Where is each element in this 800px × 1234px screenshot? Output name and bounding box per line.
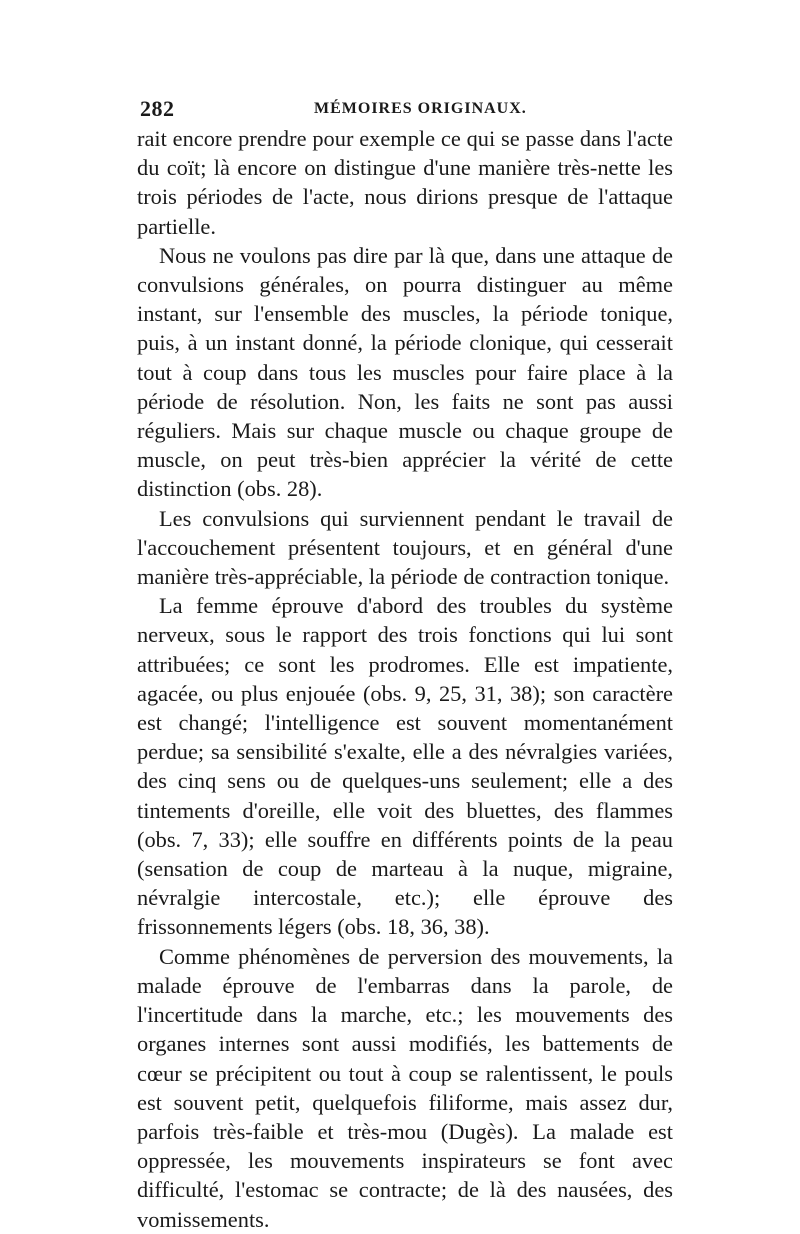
paragraph-accouchement: Les convulsions qui surviennent pendant le travail de l'accouchement présentent toujours, et en général d'une manière très-appréciable, la période de contraction tonique.	[137, 505, 673, 590]
body-text	[137, 124, 673, 1234]
paragraph-prodromes: La femme éprouve d'abord des troubles du système nerveux, sous le rapport des trois fonctions qui lui sont attribuées; ce sont les prodromes. Elle est impatiente, agacée, ou plus enjouée (obs. 9, 25, 31, 38); son caractère est changé; l'intelligence est souvent momentanément perdue; sa sensibilité s'exalte, elle a des névralgies variées, des cinq sens ou de quelques-uns seulement; elle a des tintements d'oreille, elle voit des bluettes, des flammes (obs. 7, 33); elle souffre en différents points de la peau (sensation de coup de marteau à la nuque, migraine, névralgie intercostale, etc.); elle éprouve des frissonnements légers (obs. 18, 36, 38).	[137, 593, 673, 940]
paragraph-perversion-mouvements: Comme phénomènes de perversion des mouvements, la malade éprouve de l'embarras dans la parole, de l'incertitude dans la marche, etc.; les mouvements des organes internes sont aussi modifiés, les battements de cœur se précipitent ou tout à coup se ralentissent, le pouls est souvent petit, quelquefois filiforme, mais assez dur, parfois très-faible et très-mou (Dugès). La malade est oppressée, les mouvements inspirateurs se font avec difficulté, l'estomac se contracte; de là des nausées, des vomissements.	[137, 943, 673, 1232]
page-header	[140, 96, 672, 126]
paragraph-continuation: rait encore prendre pour exemple ce qui se passe dans l'acte du coït; là encore on distingue d'une manière très-nette les trois périodes de l'acte, nous dirions presque de l'attaque partielle.	[137, 126, 673, 239]
page-number: 282	[140, 96, 175, 121]
paragraph-convulsions-generales: Nous ne voulons pas dire par là que, dans une attaque de convulsions générales, on pourra distinguer au même instant, sur l'ensemble des muscles, la période tonique, puis, à un instant donné, la période clonique, qui cesserait tout à coup dans tous les muscles pour faire place à la période de résolution. Non, les faits ne sont pas aussi réguliers. Mais sur chaque muscle ou chaque groupe de muscle, on peut très-bien apprécier la vérité de cette distinction (obs. 28).	[137, 242, 673, 502]
running-title: MÉMOIRES ORIGINAUX.	[314, 100, 527, 117]
